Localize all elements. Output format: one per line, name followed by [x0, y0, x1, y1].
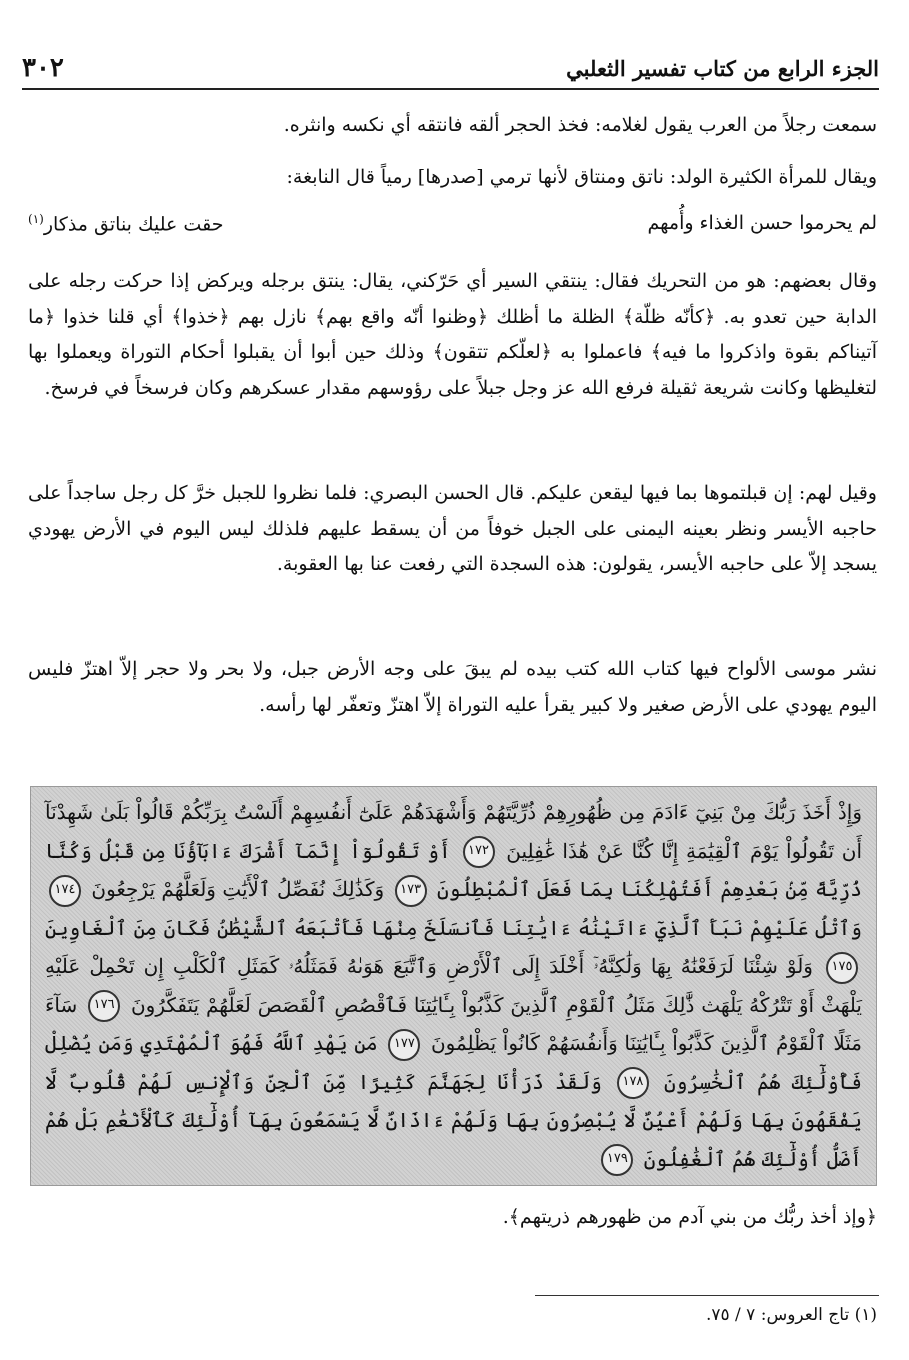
paragraph-2: ويقال للمرأة الكثيرة الولد: ناتق ومنتاق لأنها ترمي [صدرها] رمياً قال النابغة: — [286, 166, 877, 188]
quran-verse-text: وَٱتْلُ عَلَيْهِمْ نَبَأَ ٱلَّذِيٓ ءَاتَيْنَٰهُ ءَايَٰتِنَا فَٱنسَلَخَ مِنْهَا فَأَتْبَعَهُ ٱلشَّيْطَٰنُ فَكَانَ مِنَ ٱلْغَاوِينَ — [45, 915, 862, 940]
quran-verse-text: سَآءَ مَثَلًا ٱلْقَوْمُ ٱلَّذِينَ كَذَّبُواْ بِـَٔايَٰتِنَا وَأَنفُسَهُمْ كَانُواْ يَظْلِمُونَ — [45, 992, 862, 1055]
verse-number-medallion: ١٧٤ — [49, 875, 81, 907]
verse-number-medallion: ١٧٥ — [826, 952, 858, 984]
verse-caption: ﴿وإذ أخذ ربُّك من بني آدم من ظهورهم ذريتهم﴾. — [502, 1206, 877, 1228]
footnote: (١) تاج العروس: ٧ / ٧٥. — [705, 1305, 877, 1325]
verse-number-medallion: ١٧٣ — [395, 875, 427, 907]
quran-verse-text: وَلَقَدْ ذَرَأْنَا لِجَهَنَّمَ كَثِيرًا مِّنَ ٱلْجِنِّ وَٱلْإِنسِ لَهُمْ قُلُوبٌ لَّا يَفْقَهُونَ بِهَا وَلَهُمْ أَعْيُنٌ لَّا يُبْصِرُونَ بِهَا وَلَهُمْ ءَاذَانٌ لَّا يَسْمَعُونَ بِهَآ أُوْلَٰٓئِكَ كَٱلْأَنْعَٰمِ بَلْ هُمْ أَضَلُّ أُوْلَٰٓئِكَ هُمُ ٱلْغَٰفِلُونَ — [45, 1069, 862, 1171]
paragraph-3: وقال بعضهم: هو من التحريك فقال: ينتقي السير أي حَرّكني، يقال: ينتق برجله ويركض إذا حركت رجله على الدابة حين تعدو به. ﴿كأنّه ظلّة﴾ الظلة ما أظلك ﴿وظنوا أنّه واقع بهم﴾ نازل بهم ﴿خذوا﴾ أي قلنا خذوا ﴿ما آتيناكم بقوة واذكروا ما فيه﴾ فاعملوا به ﴿لعلّكم تتقون﴾ وذلك حين أبوا أن يقبلوا أحكام التوراة ويعملوا بها لتغليظها وكانت شريعة ثقيلة فرفع الله عز وجل جبلاً على رؤوسهم مقدار عسكرهم وكان فرسخاً في فرسخ. — [28, 270, 877, 399]
page-header — [22, 48, 879, 90]
paragraph-5: نشر موسى الألواح فيها كتاب الله كتب بيده لم يبقَ على وجه الأرض جبل، ولا بحر ولا حجر إلاّ اهتزّ فليس اليوم يهودي على الأرض صغير ولا كبير يقرأ عليه التوراة إلاّ اهتزّ وتعفّر لها رأسه. — [28, 658, 877, 716]
poem-verse — [28, 212, 877, 252]
verse-number-medallion: ١٧٦ — [88, 990, 120, 1022]
verse-number-medallion: ١٧٢ — [463, 836, 495, 868]
footnote-divider — [535, 1295, 879, 1296]
verse-number-medallion: ١٧٨ — [617, 1067, 649, 1099]
page-number: ٣٠٢ — [22, 53, 64, 83]
verse-number-medallion: ١٧٩ — [601, 1144, 633, 1176]
poem-hemistich-left-text: حقت عليك بناتق مذكار — [43, 213, 224, 236]
poem-hemistich-right: لم يحرموا حسن الغذاء وأُمهم — [647, 212, 877, 234]
paragraph-4: وقيل لهم: إن قبلتموها بما فيها ليقعن عليكم. قال الحسن البصري: فلما نظروا للجبل خرَّ كل رجل ساجداً على حاجبه الأيسر ونظر بعينه اليمنى على الجبل خوفاً من أن يسقط عليهم فلذلك ليس اليوم في الأرض يهودي يسجد إلاّ على حاجبه الأيسر، يقولون: هذه السجدة التي رفعت عنا بها العقوبة. — [28, 482, 877, 575]
paragraph-1: سمعت رجلاً من العرب يقول لغلامه: فخذ الحجر ألقه فانتقه أي نكسه وانثره. — [283, 114, 877, 136]
quran-verse-text: وَلَوْ شِئْنَا لَرَفَعْنَٰهُ بِهَا وَلَٰكِنَّهُۥٓ أَخْلَدَ إِلَى ٱلْأَرْضِ وَٱتَّبَعَ هَوَىٰهُ فَمَثَلُهُۥ كَمَثَلِ ٱلْكَلْبِ إِن تَحْمِلْ عَلَيْهِ يَلْهَثْ أَوْ تَتْرُكْهُ يَلْهَث ذَّٰلِكَ مَثَلُ ٱلْقَوْمِ ٱلَّذِينَ كَذَّبُواْ بِـَٔايَٰتِنَا فَٱقْصُصِ ٱلْقَصَصَ لَعَلَّهُمْ يَتَفَكَّرُونَ — [45, 954, 862, 1017]
poem-hemistich-left — [28, 212, 223, 252]
footnote-reference: (١) — [28, 212, 44, 226]
quran-verses-box — [30, 786, 877, 1186]
verse-number-medallion: ١٧٧ — [388, 1029, 420, 1061]
quran-verse-text: وَكَذَٰلِكَ نُفَصِّلُ ٱلْأَيَٰتِ وَلَعَلَّهُمْ يَرْجِعُونَ — [85, 877, 385, 901]
book-title: الجزء الرابع من كتاب تفسير الثعلبي — [566, 55, 879, 81]
quran-verse-text: أَوْ تَقُولُوٓاْ إِنَّمَآ أَشْرَكَ ءَابَآؤُنَا مِن قَبْلُ وَكُنَّا ذُرِّيَّةً مِّنۢ بَعْدِهِمْ أَفَتُهْلِكُنَا بِمَا فَعَلَ ٱلْمُبْطِلُونَ — [45, 838, 862, 901]
quran-verse-text: وَإِذْ أَخَذَ رَبُّكَ مِنْ بَنِيٓ ءَادَمَ مِن ظُهُورِهِمْ ذُرِّيَّتَهُمْ وَأَشْهَدَهُمْ عَلَىٰٓ أَنفُسِهِمْ أَلَسْتُ بِرَبِّكُمْ قَالُواْ بَلَىٰ شَهِدْنَآ أَن تَقُولُواْ يَوْمَ ٱلْقِيَٰمَةِ إِنَّا كُنَّا عَنْ هَٰذَا غَٰفِلِينَ — [45, 800, 863, 863]
quran-verse-text: مَن يَهْدِ ٱللَّهُ فَهُوَ ٱلْمُهْتَدِي وَمَن يُضْلِلْ فَأُوْلَٰٓئِكَ هُمُ ٱلْخَٰسِرُونَ — [45, 1031, 863, 1094]
